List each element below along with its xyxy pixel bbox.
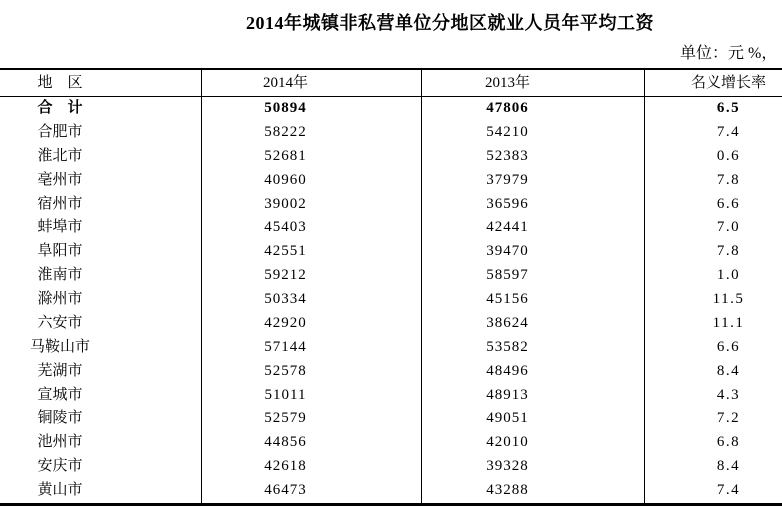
table-row <box>0 264 782 288</box>
table-row <box>0 312 782 336</box>
unit-clipped-fragment: ， <box>761 45 778 62</box>
value-2013-cell: 43288 <box>421 479 644 503</box>
value-2014-cell: 42551 <box>201 240 421 264</box>
value-2014-cell: 39002 <box>201 193 421 217</box>
table-row <box>0 336 782 360</box>
unit-label <box>680 40 777 63</box>
region-cell: 芜湖市 <box>37 362 83 379</box>
value-2013-cell: 42010 <box>421 431 644 455</box>
growth-rate-cell: 6.6 <box>644 193 782 217</box>
value-2013-cell: 38624 <box>421 312 644 336</box>
value-2014-cell: 59212 <box>201 264 421 288</box>
growth-rate-cell: 8.4 <box>644 360 782 384</box>
region-cell: 马鞍山市 <box>29 338 90 355</box>
value-2014-cell: 51011 <box>201 384 421 408</box>
page-title: 2014年城镇非私营单位分地区就业人员年平均工资 <box>246 13 654 33</box>
value-2013-cell: 36596 <box>421 193 644 217</box>
value-2013-cell: 39470 <box>421 240 644 264</box>
value-2014-cell: 52578 <box>201 360 421 384</box>
value-2014-cell: 52681 <box>201 145 421 169</box>
table-row <box>0 288 782 312</box>
value-2014-cell: 42618 <box>201 455 421 479</box>
header-region: 地 区 <box>37 75 83 91</box>
growth-rate-cell: 7.4 <box>644 479 782 503</box>
value-2013-cell: 39328 <box>421 455 644 479</box>
region-cell: 安庆市 <box>37 458 83 475</box>
growth-rate-cell: 11.5 <box>644 288 782 312</box>
wage-table <box>0 68 782 506</box>
growth-rate-cell: 0.6 <box>644 145 782 169</box>
region-cell: 黄山市 <box>37 482 83 498</box>
region-cell: 淮南市 <box>37 267 83 284</box>
table-row <box>0 97 782 121</box>
table-row <box>0 431 782 455</box>
growth-rate-cell: 6.8 <box>644 431 782 455</box>
table-row <box>0 479 782 503</box>
value-2013-cell: 42441 <box>421 216 644 240</box>
value-2014-cell: 50894 <box>201 97 421 121</box>
table-row <box>0 455 782 479</box>
value-2014-cell: 42920 <box>201 312 421 336</box>
table-header-row <box>0 70 782 97</box>
region-cell: 铜陵市 <box>37 410 83 427</box>
table-row <box>0 360 782 384</box>
table-row <box>0 145 782 169</box>
growth-rate-cell: 7.2 <box>644 407 782 431</box>
value-2013-cell: 48913 <box>421 384 644 408</box>
growth-rate-cell: 6.5 <box>644 97 782 121</box>
growth-rate-cell: 7.8 <box>644 240 782 264</box>
growth-rate-cell: 4.3 <box>644 384 782 408</box>
table-row <box>0 169 782 193</box>
header-2013: 2013年 <box>421 70 644 96</box>
value-2013-cell: 45156 <box>421 288 644 312</box>
region-cell: 淮北市 <box>37 147 83 164</box>
value-2014-cell: 46473 <box>201 479 421 503</box>
region-cell: 阜阳市 <box>37 243 83 260</box>
value-2013-cell: 49051 <box>421 407 644 431</box>
growth-rate-cell: 7.8 <box>644 169 782 193</box>
region-cell: 滁州市 <box>37 291 83 307</box>
value-2014-cell: 44856 <box>201 431 421 455</box>
value-2013-cell: 53582 <box>421 336 644 360</box>
table-row <box>0 240 782 264</box>
value-2014-cell: 58222 <box>201 121 421 145</box>
value-2014-cell: 57144 <box>201 336 421 360</box>
region-cell: 宿州市 <box>37 195 83 212</box>
value-2013-cell: 52383 <box>421 145 644 169</box>
value-2013-cell: 54210 <box>421 121 644 145</box>
value-2013-cell: 37979 <box>421 169 644 193</box>
value-2014-cell: 50334 <box>201 288 421 312</box>
growth-rate-cell: 8.4 <box>644 455 782 479</box>
growth-rate-cell: 6.6 <box>644 336 782 360</box>
table-row <box>0 193 782 217</box>
region-cell: 池州市 <box>37 434 83 451</box>
region-cell: 合肥市 <box>37 123 83 140</box>
growth-rate-cell: 1.0 <box>644 264 782 288</box>
value-2013-cell: 47806 <box>421 97 644 121</box>
region-cell: 宣城市 <box>37 386 83 403</box>
region-cell: 合 计 <box>37 100 83 116</box>
growth-rate-cell: 11.1 <box>644 312 782 336</box>
header-growth-rate: 名义增长率 <box>644 70 782 96</box>
table-row <box>0 384 782 408</box>
value-2014-cell: 45403 <box>201 216 421 240</box>
value-2013-cell: 58597 <box>421 264 644 288</box>
growth-rate-cell: 7.0 <box>644 216 782 240</box>
value-2013-cell: 48496 <box>421 360 644 384</box>
header-2014: 2014年 <box>201 70 421 96</box>
table-body <box>0 97 782 503</box>
value-2014-cell: 40960 <box>201 169 421 193</box>
growth-rate-cell: 7.4 <box>644 121 782 145</box>
table-row <box>0 216 782 240</box>
table-row <box>0 121 782 145</box>
region-cell: 亳州市 <box>37 171 83 188</box>
table-row <box>0 407 782 431</box>
region-cell: 蚌埠市 <box>37 219 83 236</box>
value-2014-cell: 52579 <box>201 407 421 431</box>
region-cell: 六安市 <box>37 314 83 331</box>
unit-label-text: 单位：元 % <box>680 45 762 62</box>
